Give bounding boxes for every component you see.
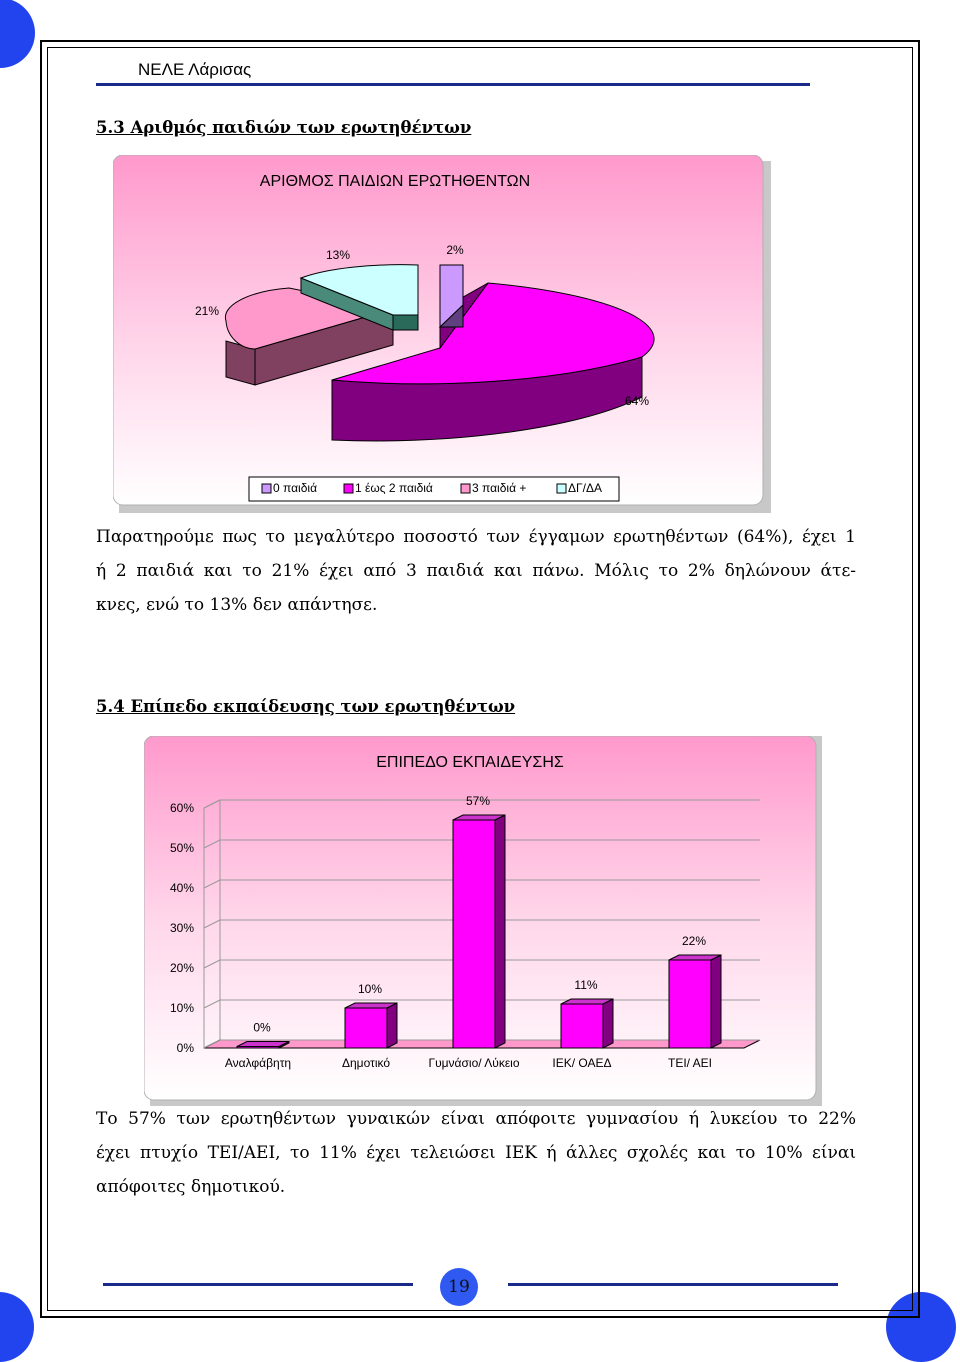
bar-1 xyxy=(345,1003,397,1048)
y-tick-label: 30% xyxy=(169,921,194,935)
bar-value-label-3: 11% xyxy=(574,978,598,992)
paragraph-line: Το 57% των ερωτηθέντων γυναικών είναι απόφοιτε γυμνασίου ή λυκείου το 22% xyxy=(96,1109,856,1129)
paragraph-line: Παρατηρούμε πως το μεγαλύτερο ποσοστό των έγγαμων ερωτηθέντων (64%), έχει 1 xyxy=(96,527,856,547)
pie-slice-label-3: 13% xyxy=(325,248,351,262)
y-tick-label: 0% xyxy=(176,1041,194,1055)
bar-value-label-2: 57% xyxy=(465,794,491,808)
running-header: ΝΕΛΕ Λάρισας xyxy=(138,60,252,79)
legend-label-3: ΔΓ/ΔΑ xyxy=(568,481,602,495)
pie-chart xyxy=(113,155,771,513)
x-tick-label-1: Δημοτικό xyxy=(341,1056,391,1070)
bar-value-label-1: 10% xyxy=(357,982,383,996)
pie-slice-label-1: 64% xyxy=(624,394,650,408)
y-tick-label: 10% xyxy=(169,1001,194,1015)
corner-decoration-top-left xyxy=(0,0,35,68)
header-rule xyxy=(96,83,810,86)
paragraph-line: απόφοιτες δημοτικού. xyxy=(96,1177,286,1197)
legend-swatch-1 xyxy=(344,484,353,493)
legend-label-0: 0 παιδιά xyxy=(273,481,318,495)
bar-chart-svg xyxy=(144,736,824,1106)
bar-0 xyxy=(237,1042,289,1049)
section-paragraph-children xyxy=(96,520,856,622)
bar-2 xyxy=(453,815,505,1048)
y-tick-label: 60% xyxy=(169,801,194,815)
bar-value-label-0: 0% xyxy=(253,1020,271,1035)
y-tick-label: 20% xyxy=(169,961,194,975)
x-tick-label-3: ΙΕΚ/ ΟΑΕΔ xyxy=(552,1056,612,1070)
paragraph-line: κνες, ενώ το 13% δεν απάντησε. xyxy=(96,595,378,615)
pie-legend xyxy=(249,477,619,501)
bar-4 xyxy=(669,955,721,1048)
legend-label-1: 1 έως 2 παιδιά xyxy=(355,481,433,495)
paragraph-line: ή 2 παιδιά και το 21% έχει από 3 παιδιά και πάνω. Μόλις το 2% δηλώνουν άτε- xyxy=(96,561,856,581)
bar-chart-title: ΕΠΙΠΕΔΟ ΕΚΠΑΙΔΕΥΣΗΣ xyxy=(376,754,564,771)
pie-slice-label-2: 21% xyxy=(194,304,220,318)
x-tick-label-4: ΤΕΙ/ ΑΕΙ xyxy=(667,1056,713,1070)
pie-chart-svg xyxy=(113,155,771,513)
legend-swatch-3 xyxy=(557,484,566,493)
paragraph-line: έχει πτυχίο ΤΕΙ/ΑΕΙ, το 11% έχει τελειώσει ΙΕΚ ή άλλες σχολές και το 10% είναι xyxy=(96,1143,856,1163)
bar-chart xyxy=(144,736,824,1106)
legend-swatch-2 xyxy=(461,484,470,493)
legend-swatch-0 xyxy=(262,484,271,493)
section-heading-children: 5.3 Αριθμός παιδιών των ερωτηθέντων xyxy=(96,118,472,137)
section-heading-education: 5.4 Επίπεδο εκπαίδευσης των ερωτηθέντων xyxy=(96,697,516,716)
pie-slice-label-0: 2% xyxy=(446,243,464,257)
page-number: 19 xyxy=(440,1268,478,1306)
y-tick-label: 50% xyxy=(169,841,194,855)
x-tick-label-2: Γυμνάσιο/ Λύκειο xyxy=(428,1056,520,1070)
footer-rule-right xyxy=(508,1283,838,1286)
x-tick-label-0: Αναλφάβητη xyxy=(224,1056,292,1070)
corner-decoration-bottom-left xyxy=(0,1292,34,1362)
section-paragraph-education xyxy=(96,1102,856,1204)
legend-label-2: 3 παιδιά + xyxy=(472,481,527,495)
footer-rule-left xyxy=(103,1283,413,1286)
bar-3 xyxy=(561,999,613,1048)
bar-value-label-4: 22% xyxy=(681,934,707,948)
y-tick-label: 40% xyxy=(169,881,194,895)
pie-chart-title: ΑΡΙΘΜΟΣ ΠΑΙΔΙΩΝ ΕΡΩΤΗΘΕΝΤΩΝ xyxy=(259,173,531,190)
